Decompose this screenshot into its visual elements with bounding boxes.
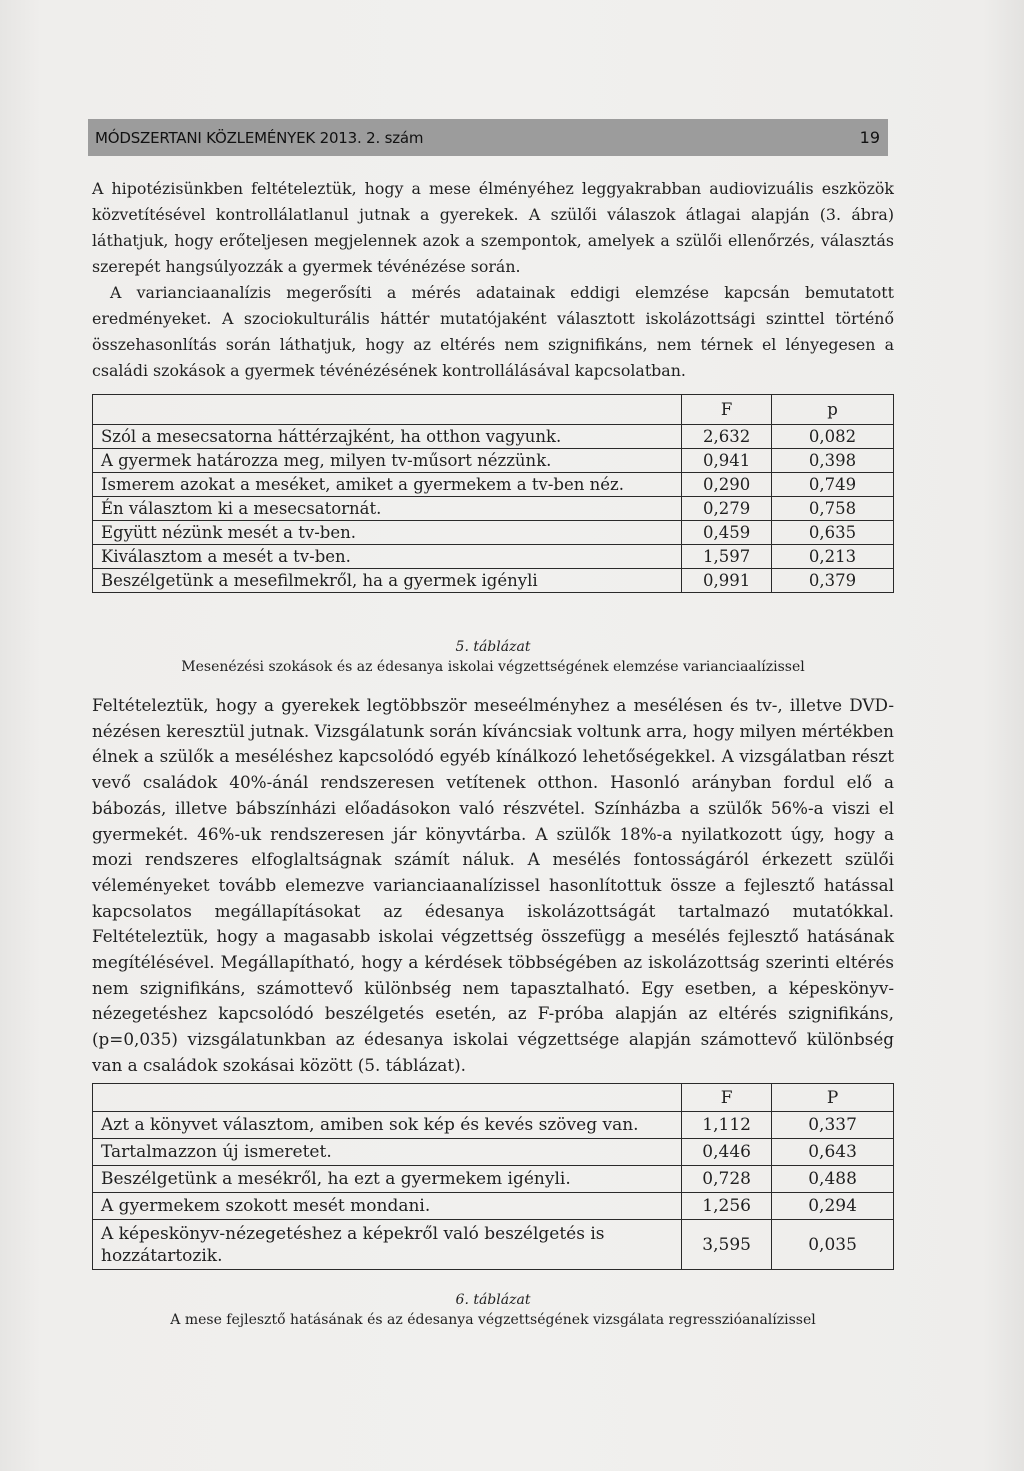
row-p-value: 0,294 xyxy=(772,1193,894,1220)
row-p-value: 0,035 xyxy=(772,1220,894,1270)
table-row xyxy=(93,1220,894,1270)
row-p-value: 0,488 xyxy=(772,1166,894,1193)
header-cell-label xyxy=(93,395,682,425)
running-header xyxy=(88,119,888,156)
row-label: Tartalmazzon új ismeretet. xyxy=(93,1139,682,1166)
row-p-value: 0,213 xyxy=(772,545,894,569)
row-p-value: 0,379 xyxy=(772,569,894,593)
row-label: A képeskönyv-nézegetéshez a képekről való beszélgetés is hozzátartozik. xyxy=(93,1220,682,1270)
caption-number: 5. táblázat xyxy=(455,639,531,655)
table-row xyxy=(93,425,894,449)
caption-number: 6. táblázat xyxy=(455,1292,531,1308)
row-f-value: 0,941 xyxy=(682,449,772,473)
row-label: Együtt nézünk mesét a tv-ben. xyxy=(93,521,682,545)
row-f-value: 0,279 xyxy=(682,497,772,521)
caption-text: Mesenézési szokások és az édesanya iskolai végzettségének elemzése varianciaalízissel xyxy=(181,659,805,675)
body-section xyxy=(92,693,894,1079)
table-header-row xyxy=(93,395,894,425)
row-f-value: 1,256 xyxy=(682,1193,772,1220)
row-f-value: 0,459 xyxy=(682,521,772,545)
table-row xyxy=(93,1166,894,1193)
table-header-row xyxy=(93,1084,894,1112)
header-cell-p: p xyxy=(772,395,894,425)
paragraph: Feltételeztük, hogy a gyerekek legtöbbször meseélményhez a mesélésen és tv-, illetve DVD-nézésen keresztül jutnak. Vizsgálatunk során kíváncsiak voltunk arra, hogy milyen mértékben élnek a szülők a meséléshez kapcsolódó egyéb kínálkozó lehetőségekkel. A vizsgálatban részt vevő családok 40%-ánál rendszeresen vetítenek otthon. Hasonló arányban fordul elő a bábozás, illetve bábszínházi előadásokon való részvétel. Színházba a szülők 56%-a viszi el gyermekét. 46%-uk rendszeresen jár könyvtárba. A szülők 18%-a nyilatkozott úgy, hogy a mozi rendszeres elfoglaltságnak számít náluk. A mesélés fontosságáról érkezett szülői véleményeket tovább elemezve varianciaanalízissel hasonlítottuk össze a fejlesztő hatással kapcsolatos megállapításokat az édesanya iskolázottságát tartalmazó mutatókkal. Feltételeztük, hogy a magasabb iskolai végzettség összefügg a mesélés fejlesztő hatásának megítélésével. Megállapítható, hogy a kérdések többségében az iskolázottság szerinti eltérés nem szignifikáns, számottevő különbség nem tapasztalható. Egy esetben, a képeskönyv-nézegetéshez kapcsolódó beszélgetés esetén, az F-próba alapján az eltérés szignifikáns, (p=0,035) vizsgálatunkban az édesanya iskolai végzettsége alapján számottevő különbség van a családok szokásai között (5. táblázat). xyxy=(92,695,894,1075)
row-label: A gyermek határozza meg, milyen tv-műsort nézzünk. xyxy=(93,449,682,473)
row-label: Beszélgetünk a mesékről, ha ezt a gyermekem igényli. xyxy=(93,1166,682,1193)
row-label: Beszélgetünk a mesefilmekről, ha a gyermek igényli xyxy=(93,569,682,593)
page-number: 19 xyxy=(859,128,880,147)
row-p-value: 0,635 xyxy=(772,521,894,545)
row-label: Én választom ki a mesecsatornát. xyxy=(93,497,682,521)
row-p-value: 0,749 xyxy=(772,473,894,497)
header-cell-label xyxy=(93,1084,682,1112)
row-f-value: 0,728 xyxy=(682,1166,772,1193)
table-5 xyxy=(92,394,894,593)
row-p-value: 0,337 xyxy=(772,1112,894,1139)
row-label: Kiválasztom a mesét a tv-ben. xyxy=(93,545,682,569)
journal-title: MÓDSZERTANI KÖZLEMÉNYEK 2013. 2. szám xyxy=(95,128,424,147)
row-label: Azt a könyvet választom, amiben sok kép és kevés szöveg van. xyxy=(93,1112,682,1139)
row-f-value: 0,991 xyxy=(682,569,772,593)
table-row xyxy=(93,497,894,521)
intro-section xyxy=(92,176,894,384)
table-row xyxy=(93,569,894,593)
table-row xyxy=(93,1139,894,1166)
paragraph: A hipotézisünkben feltételeztük, hogy a mese élményéhez leggyakrabban audiovizuális eszközök közvetítésével kontrollálatlanul jutnak a gyerekek. A szülői válaszok átlagai alapján (3. ábra) láthatjuk, hogy erőteljesen megjelennek azok a szempontok, amelyek a szülői ellenőrzés, választás szerepét hangsúlyozzák a gyermek tévénézése során. xyxy=(92,179,894,276)
row-f-value: 1,112 xyxy=(682,1112,772,1139)
table-row xyxy=(93,473,894,497)
row-p-value: 0,082 xyxy=(772,425,894,449)
table-row xyxy=(93,521,894,545)
row-f-value: 1,597 xyxy=(682,545,772,569)
header-cell-f: F xyxy=(682,395,772,425)
row-label: Ismerem azokat a meséket, amiket a gyermekem a tv-ben néz. xyxy=(93,473,682,497)
caption-text: A mese fejlesztő hatásának és az édesanya végzettségének vizsgálata regresszióanalízissel xyxy=(170,1312,816,1328)
table-row xyxy=(93,1112,894,1139)
row-f-value: 3,595 xyxy=(682,1220,772,1270)
table-row xyxy=(93,449,894,473)
row-p-value: 0,398 xyxy=(772,449,894,473)
row-f-value: 0,446 xyxy=(682,1139,772,1166)
row-p-value: 0,758 xyxy=(772,497,894,521)
row-label: Szól a mesecsatorna háttérzajként, ha otthon vagyunk. xyxy=(93,425,682,449)
row-label: A gyermekem szokott mesét mondani. xyxy=(93,1193,682,1220)
table-row xyxy=(93,545,894,569)
table-6 xyxy=(92,1083,894,1270)
table-6-caption xyxy=(92,1290,894,1330)
paragraph: A varianciaanalízis megerősíti a mérés adatainak eddigi elemzése kapcsán bemutatott eredményeket. A szociokulturális háttér mutatójaként választott iskolázottsági szinttel történő összehasonlítás során láthatjuk, hogy az eltérés nem szignifikáns, nem térnek el lényegesen a családi szokások a gyermek tévénézésének kontrollálásával kapcsolatban. xyxy=(92,283,894,380)
header-cell-p: P xyxy=(772,1084,894,1112)
table-row xyxy=(93,1193,894,1220)
header-cell-f: F xyxy=(682,1084,772,1112)
row-f-value: 0,290 xyxy=(682,473,772,497)
table-5-caption xyxy=(92,637,894,677)
row-f-value: 2,632 xyxy=(682,425,772,449)
row-p-value: 0,643 xyxy=(772,1139,894,1166)
